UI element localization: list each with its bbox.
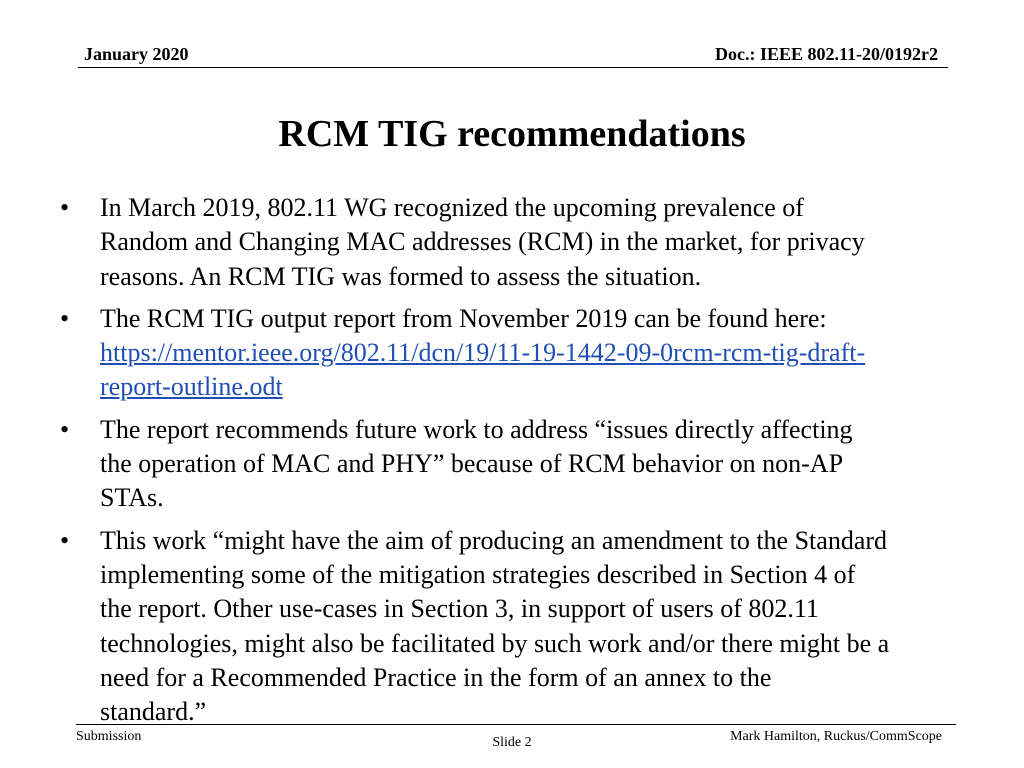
report-link-line-2[interactable]: report-outline.odt [100,372,283,402]
footer-divider [76,724,956,725]
bullet-2-line-1: The RCM TIG output report from November 2019 can be found here: [100,303,827,333]
bullet-3-line-2: the operation of MAC and PHY” because of RCM behavior on non-AP [100,449,844,479]
slide-title: RCM TIG recommendations [278,113,746,155]
footer-submission: Submission [76,729,142,744]
footer-author: Mark Hamilton, Ruckus/CommScope [730,729,942,744]
bullet-4-line-6: standard.” [100,697,207,727]
bullet-4-line-5: need for a Recommended Practice in the form of an annex to the [100,662,772,692]
bullet-4-line-1: This work “might have the aim of producing an amendment to the Standard [100,525,888,555]
bullet-1-line-2: Random and Changing MAC addresses (RCM) in the market, for privacy [100,227,865,257]
bullet-4-line-2: implementing some of the mitigation strategies described in Section 4 of [100,559,856,589]
bullet-list [0,191,1024,737]
bullet-icon: • [60,193,70,222]
header-date: January 2020 [84,44,189,64]
bullet-item-1 [0,191,1024,294]
bullet-4-line-3: the report. Other use-cases in Section 3, in support of users of 802.11 [100,594,819,624]
report-link-line-1[interactable]: https://mentor.ieee.org/802.11/dcn/19/11-19-1442-09-0rcm-rcm-tig-draft- [100,338,866,368]
footer-slide-number: Slide 2 [492,735,532,750]
bullet-icon: • [60,303,70,333]
bullet-item-4 [0,524,1024,730]
bullet-item-3 [0,413,1024,516]
bullet-icon: • [60,525,70,555]
header-divider [78,67,948,68]
bullet-3-line-1: The report recommends future work to address “issues directly affecting [100,414,853,444]
bullet-1-line-1: In March 2019, 802.11 WG recognized the upcoming prevalence of [100,193,804,222]
bullet-item-2 [0,302,1024,405]
bullet-icon: • [60,414,70,444]
bullet-4-line-4: technologies, might also be facilitated by such work and/or there might be a [100,628,890,658]
bullet-3-line-3: STAs. [100,483,164,513]
bullet-1-line-3: reasons. An RCM TIG was formed to assess the situation. [100,261,702,291]
header-doc-id: Doc.: IEEE 802.11-20/0192r2 [715,44,938,64]
